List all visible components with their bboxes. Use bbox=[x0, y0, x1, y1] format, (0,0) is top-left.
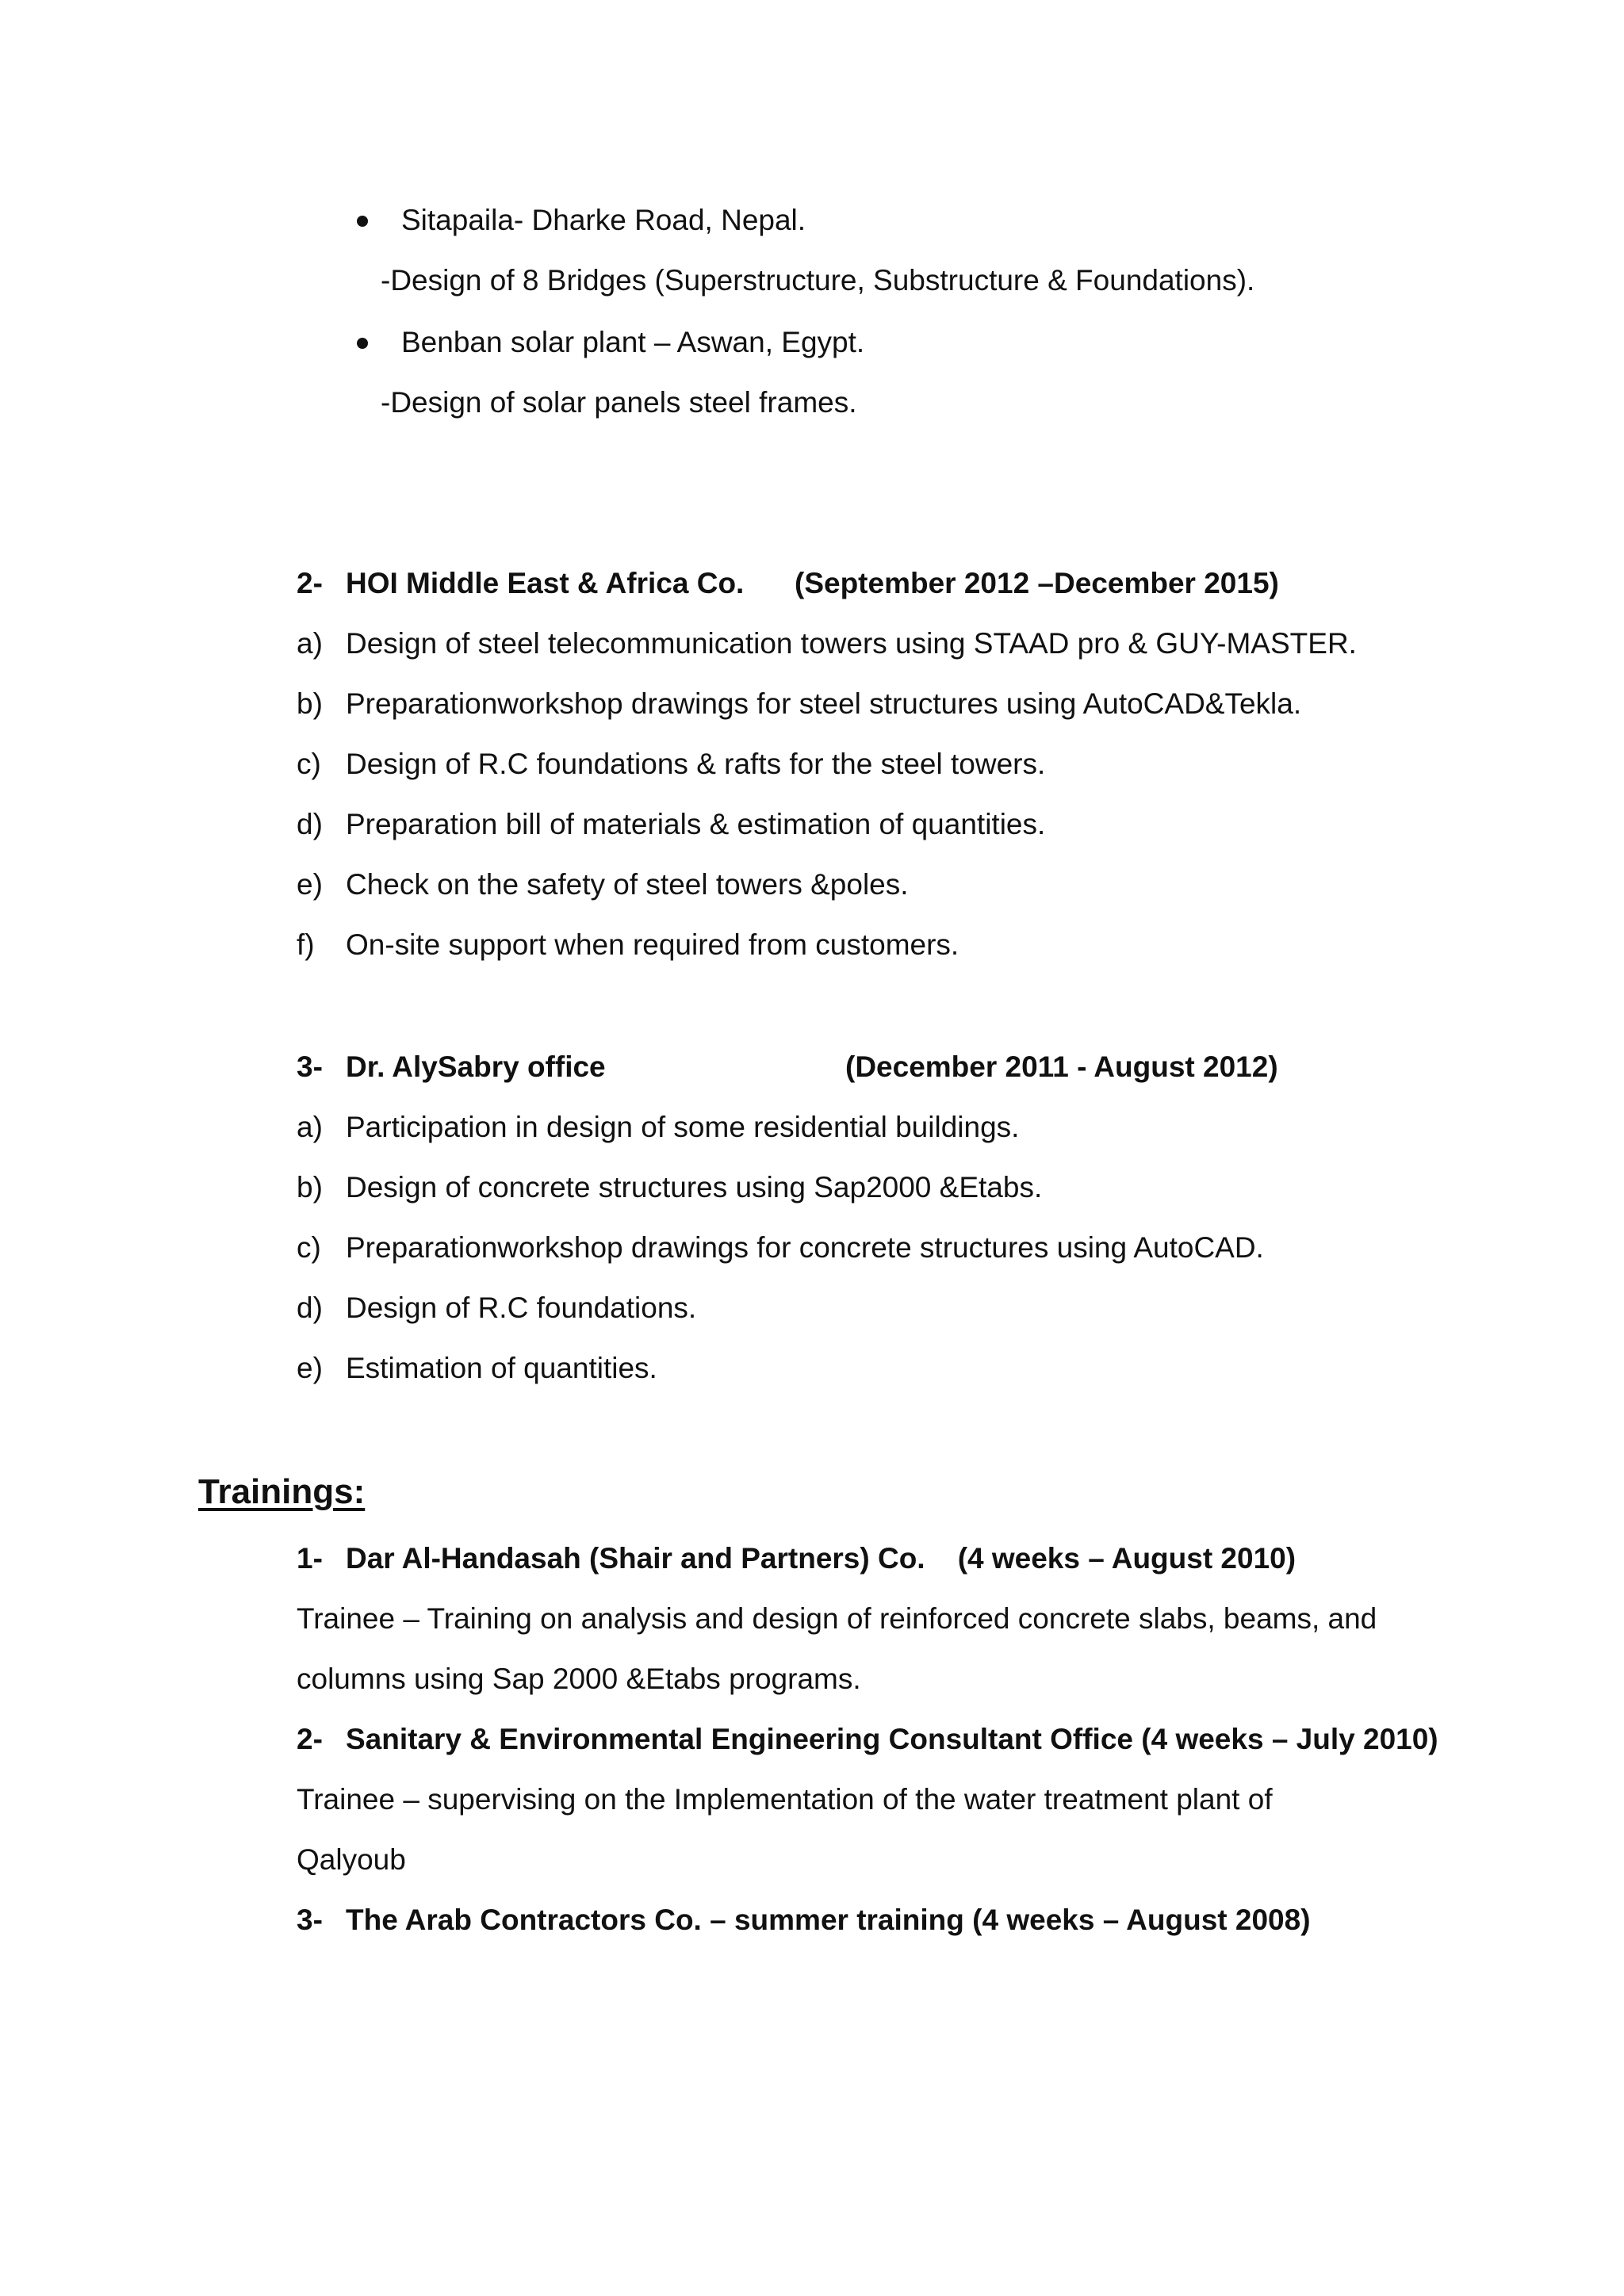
training-description: Trainee – Training on analysis and design of reinforced concrete slabs, beams, and bbox=[297, 1602, 1377, 1635]
experience-company: Dr. AlySabry office bbox=[346, 1050, 606, 1083]
bullet-icon bbox=[357, 338, 368, 349]
training-number: 1- bbox=[297, 1542, 323, 1575]
experience-item: Preparation bill of materials & estimation of quantities. bbox=[346, 808, 1046, 840]
training-number: 3- bbox=[297, 1904, 323, 1936]
training-description: columns using Sap 2000 &Etabs programs. bbox=[297, 1663, 861, 1695]
training-title: Dar Al-Handasah (Shair and Partners) Co. (4 weeks – August 2010) bbox=[346, 1542, 1297, 1575]
experience-number: 3- bbox=[297, 1050, 323, 1083]
item-marker: c) bbox=[297, 748, 321, 780]
item-marker: b) bbox=[297, 687, 323, 720]
experience-item: Design of concrete structures using Sap2000 &Etabs. bbox=[346, 1171, 1043, 1203]
experience-item: Check on the safety of steel towers &poles. bbox=[346, 868, 909, 901]
item-marker: b) bbox=[297, 1171, 323, 1203]
experience-item: Preparationworkshop drawings for steel structures using AutoCAD&Tekla. bbox=[346, 687, 1302, 720]
trainings-heading: Trainings: bbox=[198, 1472, 366, 1511]
experience-company: HOI Middle East & Africa Co. bbox=[346, 567, 745, 599]
project-title: Sitapaila- Dharke Road, Nepal. bbox=[401, 204, 806, 236]
experience-item: Design of steel telecommunication towers using STAAD pro & GUY-MASTER. bbox=[346, 627, 1357, 660]
experience-number: 2- bbox=[297, 567, 323, 599]
item-marker: f) bbox=[297, 928, 315, 961]
training-title: The Arab Contractors Co. – summer training (4 weeks – August 2008) bbox=[346, 1904, 1311, 1936]
item-marker: d) bbox=[297, 808, 323, 840]
project-detail: -Design of solar panels steel frames. bbox=[381, 386, 857, 419]
experience-item: On-site support when required from customers. bbox=[346, 928, 959, 961]
experience-item: Participation in design of some residential buildings. bbox=[346, 1111, 1020, 1143]
item-marker: a) bbox=[297, 627, 323, 660]
project-title: Benban solar plant – Aswan, Egypt. bbox=[401, 326, 865, 358]
training-description: Trainee – supervising on the Implementation of the water treatment plant of bbox=[297, 1783, 1273, 1816]
training-title: Sanitary & Environmental Engineering Consultant Office (4 weeks – July 2010) bbox=[346, 1723, 1438, 1755]
bullet-icon bbox=[357, 216, 368, 227]
experience-period: (September 2012 –December 2015) bbox=[795, 567, 1279, 599]
item-marker: c) bbox=[297, 1231, 321, 1264]
project-detail: -Design of 8 Bridges (Superstructure, Substructure & Foundations). bbox=[381, 264, 1255, 297]
item-marker: e) bbox=[297, 868, 323, 901]
item-marker: e) bbox=[297, 1352, 323, 1384]
item-marker: a) bbox=[297, 1111, 323, 1143]
experience-item: Design of R.C foundations. bbox=[346, 1292, 697, 1324]
training-number: 2- bbox=[297, 1723, 323, 1755]
item-marker: d) bbox=[297, 1292, 323, 1324]
experience-item: Design of R.C foundations & rafts for the steel towers. bbox=[346, 748, 1046, 780]
experience-period: (December 2011 - August 2012) bbox=[845, 1050, 1278, 1083]
experience-item: Estimation of quantities. bbox=[346, 1352, 657, 1384]
experience-item: Preparationworkshop drawings for concrete structures using AutoCAD. bbox=[346, 1231, 1264, 1264]
training-description: Qalyoub bbox=[297, 1843, 406, 1876]
